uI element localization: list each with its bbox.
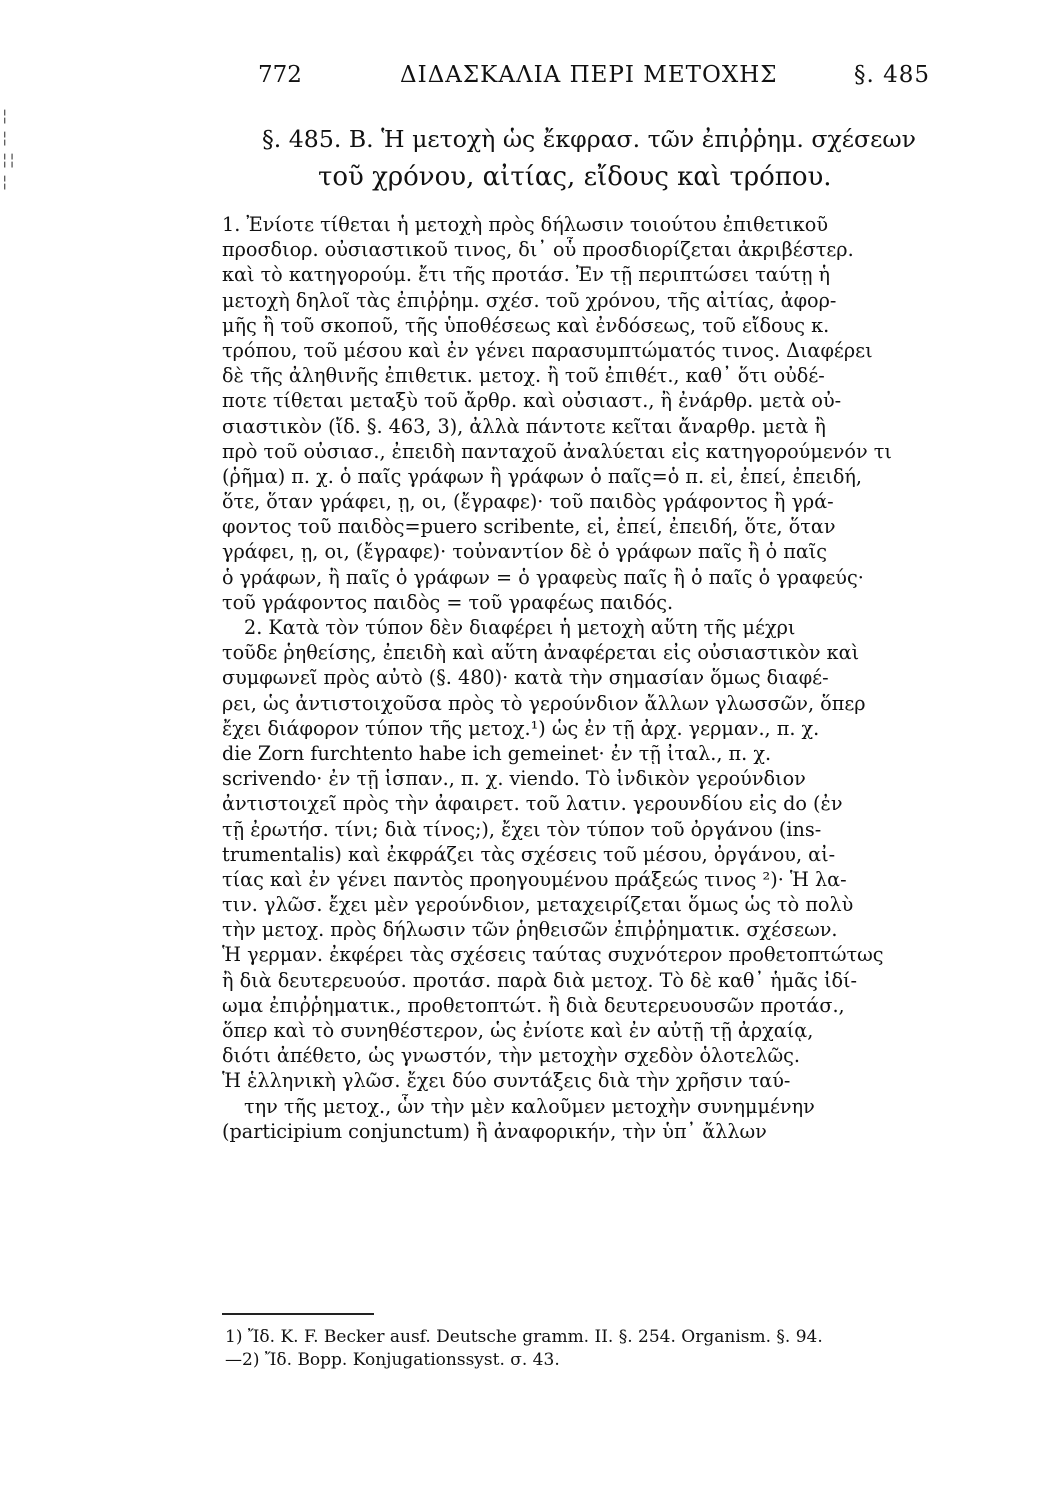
text-line: φοντος τοῦ παιδὸς=puero scribente, εἰ, ἐπεί, ἐπειδή, ὅτε, ὅταν — [222, 515, 836, 539]
text-line: die Zorn furchtento habe ich gemeinet· ἐν τῇ ἰταλ., π. χ. — [222, 741, 772, 765]
text-line: ὅπερ καὶ τὸ συνηθέστερον, ὡς ἐνίοτε καὶ ἐν αὐτῇ τῇ ἀρχαίᾳ, — [222, 1019, 814, 1042]
text-line: τῇ ἐρωτήσ. τίνι; διὰ τίνος;), ἔχει τὸν τύπον τοῦ ὀργάνου (ins- — [222, 817, 822, 841]
footnote: 1) Ἴδ. K. F. Becker ausf. Deutsche gramm. II. §. 254. Organism. §. 94. — [225, 1327, 823, 1347]
text-line: ὁ γράφων, ἢ παῖς ὁ γράφων = ὁ γραφεὺς παῖς ἢ ὁ παῖς ὁ γραφεύς· — [222, 565, 864, 589]
text-line: 2. Κατὰ τὸν τύπον δὲν διαφέρει ἡ μετοχὴ αὕτη τῆς μέχρι — [244, 616, 796, 639]
text-line: τίας καὶ ἐν γένει παντὸς προηγουμένου πράξεώς τινος ²)· Ἡ λα- — [222, 867, 847, 891]
text-line: τὴν μετοχ. πρὸς δήλωσιν τῶν ῥηθεισῶν ἐπιῤῥηματικ. σχέσεων. — [222, 918, 838, 942]
text-line: δὲ τῆς ἀληθινῆς ἐπιθετικ. μετοχ. ἢ τοῦ ἐπιθέτ., καθ᾿ ὅτι οὐδέ- — [222, 364, 825, 388]
body-text — [222, 212, 932, 1144]
running-title: ΔΙΔΑΣΚΑΛΙΑ ΠΕΡΙ ΜΕΤΟΧΗΣ — [400, 62, 778, 88]
text-line: Ἡ γερμαν. ἐκφέρει τὰς σχέσεις ταύτας συχνότερον προθετοπτώτως — [222, 943, 884, 967]
text-line: ρει, ὡς ἀντιστοιχοῦσα πρὸς τὸ γερούνδιον ἄλλων γλωσσῶν, ὅπερ — [222, 691, 866, 715]
text-line: πρὸ τοῦ οὐσιασ., ἐπειδὴ πανταχοῦ ἀναλύεται εἰς κατηγορούμενόν τι — [222, 439, 892, 463]
margin-marks — [2, 105, 17, 193]
text-line: τρόπου, τοῦ μέσου καὶ ἐν γένει παρασυμπτώματός τινος. Διαφέρει — [222, 338, 873, 362]
text-line: τοῦδε ῥηθείσης, ἐπειδὴ καὶ αὕτη ἀναφέρεται εἰς οὐσιαστικὸν καὶ — [222, 641, 860, 665]
text-line: μῆς ἢ τοῦ σκοποῦ, τῆς ὑποθέσεως καὶ ἐνδόσεως, τοῦ εἴδους κ. — [222, 313, 830, 337]
margin-mark: ¦ ¦ — [2, 106, 10, 147]
running-header — [258, 62, 930, 96]
section-heading-line: §. 485. Β. Ἡ μετοχὴ ὡς ἔκφρασ. τῶν ἐπιῤῥημ. σχέσεων — [262, 125, 916, 153]
text-line: την τῆς μετοχ., ὧν τὴν μὲν καλοῦμεν μετοχὴν συνημμένην — [244, 1094, 815, 1118]
page-number: 772 — [258, 62, 302, 88]
text-line: τοῦ γράφοντος παιδὸς = τοῦ γραφέως παιδός. — [222, 590, 674, 614]
footnotes — [225, 1326, 925, 1372]
text-line: τιν. γλῶσ. ἔχει μὲν γερούνδιον, μεταχειρίζεται ὅμως ὡς τὸ πολὺ — [222, 893, 854, 917]
text-line: διότι ἀπέθετο, ὡς γνωστόν, τὴν μετοχὴν σχεδὸν ὁλοτελῶς. — [222, 1044, 800, 1068]
text-line: scrivendo· ἐν τῇ ἱσπαν., π. χ. viendo. Τὸ ἰνδικὸν γερούνδιον — [222, 767, 806, 791]
footnote-rule — [222, 1313, 374, 1315]
text-line: ποτε τίθεται μεταξὺ τοῦ ἄρθρ. καὶ οὐσιαστ., ἢ ἐνάρθρ. μετὰ οὐ- — [222, 389, 842, 413]
text-line: ἀντιστοιχεῖ πρὸς τὴν ἀφαιρετ. τοῦ λατιν. γερουνδίου εἰς do (ἐν — [222, 792, 843, 816]
running-section: §. 485 — [853, 62, 930, 88]
text-line: γράφει, ῃ, οι, (ἔγραφε)· τοὐναντίον δὲ ὁ γράφων παῖς ἢ ὁ παῖς — [222, 540, 828, 564]
section-heading — [262, 120, 922, 196]
text-line: καὶ τὸ κατηγορούμ. ἔτι τῆς προτάσ. Ἐν τῇ περιπτώσει ταύτῃ ἡ — [222, 263, 831, 287]
text-line: (ῥῆμα) π. χ. ὁ παῖς γράφων ἢ γράφων ὁ παῖς=ὁ π. εἰ, ἐπεί, ἐπειδή, — [222, 464, 862, 488]
text-line: (participium conjunctum) ἢ ἀναφορικήν, τὴν ὑπ᾿ ἄλλων — [222, 1119, 767, 1143]
text-line: ἢ διὰ δευτερευούσ. προτάσ. παρὰ διὰ μετοχ. Τὸ δὲ καθ᾿ ἡμᾶς ἰδί- — [222, 968, 858, 992]
text-line: ὅτε, ὅταν γράφει, ῃ, οι, (ἔγραφε)· τοῦ παιδὸς γράφοντος ἢ γρά- — [222, 490, 834, 514]
text-line: ωμα ἐπιῤῥηματικ., προθετοπτώτ. ἢ διὰ δευτερευουσῶν προτάσ., — [222, 993, 845, 1017]
text-line: ἔχει διάφορον τύπον τῆς μετοχ.¹) ὡς ἐν τῇ ἀρχ. γερμαν., π. χ. — [222, 716, 820, 740]
text-line: trumentalis) καὶ ἐκφράζει τὰς σχέσεις τοῦ μέσου, ὀργάνου, αἰ- — [222, 842, 836, 866]
text-line: συμφωνεῖ πρὸς αὐτὸ (§. 480)· κατὰ τὴν σημασίαν ὅμως διαφέ- — [222, 666, 829, 690]
text-line: Ἡ ἑλληνικὴ γλῶσ. ἔχει δύο συντάξεις διὰ τὴν χρῆσιν ταύ- — [222, 1069, 791, 1093]
margin-mark: ¦¦ ¦ — [2, 150, 17, 191]
footnote: —2) Ἴδ. Bopp. Konjugationssyst. σ. 43. — [225, 1350, 560, 1370]
text-line: 1. Ἐνίοτε τίθεται ἡ μετοχὴ πρὸς δήλωσιν τοιούτου ἐπιθετικοῦ — [222, 213, 829, 236]
text-line: προσδιορ. οὐσιαστικοῦ τινος, δι᾿ οὗ προσδιορίζεται ἀκριβέστερ. — [222, 238, 854, 262]
section-heading-line: τοῦ χρόνου, αἰτίας, εἴδους καὶ τρόπου. — [318, 162, 832, 192]
text-line: σιαστικὸν (ἴδ. §. 463, 3), ἀλλὰ πάντοτε κεῖται ἄναρθρ. μετὰ ἢ — [222, 414, 826, 438]
text-line: μετοχὴ δηλοῖ τὰς ἐπιῤῥημ. σχέσ. τοῦ χρόνου, τῆς αἰτίας, ἀφορ- — [222, 288, 837, 312]
